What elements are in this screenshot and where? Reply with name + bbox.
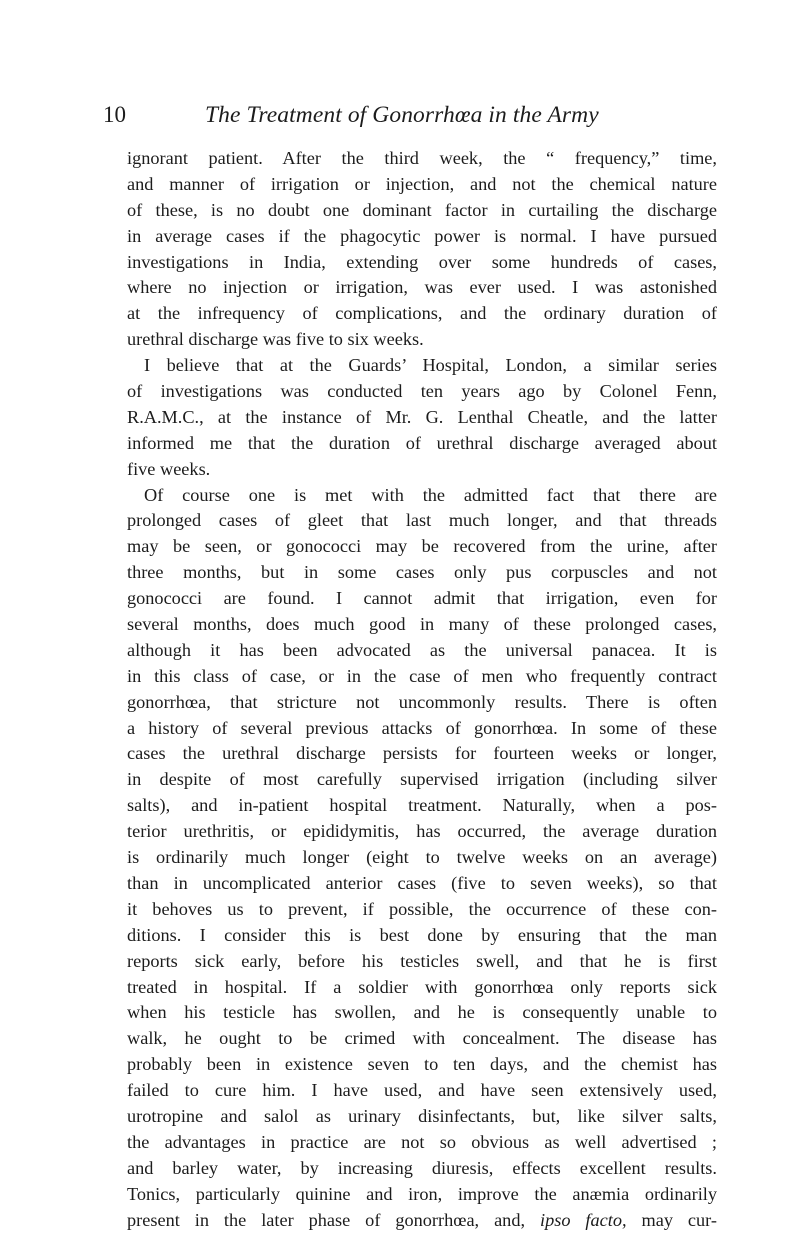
text-line: at the infrequency of complications, and the ordinary duration of bbox=[127, 303, 717, 324]
text-line: failed to cure him. I have used, and have seen extensively used, bbox=[127, 1080, 717, 1101]
text-line: ignorant patient. After the third week, the “ frequency,” time, bbox=[127, 148, 717, 168]
text-line: informed me that the duration of urethral discharge averaged about bbox=[127, 432, 717, 453]
text-line: and manner of irrigation or injection, and not the chemical nature bbox=[127, 173, 717, 194]
text-line: prolonged cases of gleet that last much longer, and that threads bbox=[127, 510, 717, 531]
text-line: treated in hospital. If a soldier with gonorrhœa only reports sick bbox=[127, 976, 717, 997]
text-line: several months, does much good in many of these prolonged cases, bbox=[127, 614, 717, 635]
text-line: is ordinarily much longer (eight to twelve weeks on an average) bbox=[127, 847, 717, 868]
text-line: and barley water, by increasing diuresis, effects excellent results. bbox=[127, 1157, 717, 1178]
text-line: it behoves us to prevent, if possible, the occurrence of these con- bbox=[127, 898, 717, 919]
italic-phrase: ipso facto, bbox=[540, 1209, 627, 1230]
paragraph-start-line: I believe that at the Guards’ Hospital, London, a similar series bbox=[144, 355, 717, 376]
text-line: salts), and in-patient hospital treatment. Naturally, when a pos- bbox=[127, 795, 717, 816]
text-line: urethral discharge was five to six weeks. bbox=[127, 329, 424, 350]
text-line: of these, is no doubt one dominant factor in curtailing the discharge bbox=[127, 199, 717, 220]
text-line: where no injection or irrigation, was ever used. I was astonished bbox=[127, 277, 717, 298]
text-line: the advantages in practice are not so obvious as well advertised ; bbox=[127, 1131, 717, 1152]
text-line: five weeks. bbox=[127, 458, 211, 479]
text-line: although it has been advocated as the universal panacea. It is bbox=[127, 639, 717, 660]
text-line: may be seen, or gonococci may be recovered from the urine, after bbox=[127, 536, 717, 557]
text-line: terior urethritis, or epididymitis, has occurred, the average duration bbox=[127, 821, 717, 842]
final-text-line bbox=[127, 1208, 717, 1233]
text-line: ditions. I consider this is best done by ensuring that the man bbox=[127, 924, 717, 945]
text-line: of investigations was conducted ten years ago by Colonel Fenn, bbox=[127, 381, 717, 402]
text-line: gonococci are found. I cannot admit that irrigation, even for bbox=[127, 588, 717, 609]
text-line: R.A.M.C., at the instance of Mr. G. Lenthal Cheatle, and the latter bbox=[127, 406, 717, 427]
paragraph-start-line: Of course one is met with the admitted fact that there are bbox=[144, 484, 717, 505]
text-line: reports sick early, before his testicles swell, and that he is first bbox=[127, 950, 717, 971]
text-line: three months, but in some cases only pus corpuscles and not bbox=[127, 562, 717, 583]
text-line: Tonics, particularly quinine and iron, improve the anæmia ordinarily bbox=[127, 1183, 717, 1204]
text-line: in despite of most carefully supervised irrigation (including silver bbox=[127, 769, 717, 790]
running-head bbox=[103, 100, 723, 130]
text-line: than in uncomplicated anterior cases (five to seven weeks), so that bbox=[127, 872, 717, 893]
text-line: cases the urethral discharge persists for fourteen weeks or longer, bbox=[127, 743, 717, 764]
text-line: gonorrhœa, that stricture not uncommonly results. There is often bbox=[127, 691, 717, 712]
text-line: in this class of case, or in the case of men who frequently contract bbox=[127, 665, 717, 686]
text-line: urotropine and salol as urinary disinfectants, but, like silver salts, bbox=[127, 1105, 717, 1126]
text-line: when his testicle has swollen, and he is consequently unable to bbox=[127, 1002, 717, 1023]
text-line: probably been in existence seven to ten days, and the chemist has bbox=[127, 1054, 717, 1075]
page-number: 10 bbox=[103, 102, 126, 127]
final-line-start: present in the later phase of gonorrhœa, and, bbox=[127, 1209, 526, 1230]
running-title: The Treatment of Gonorrhœa in the Army bbox=[205, 102, 599, 128]
text-line: walk, he ought to be crimed with concealment. The disease has bbox=[127, 1028, 717, 1049]
text-line: a history of several previous attacks of gonorrhœa. In some of these bbox=[127, 717, 717, 738]
text-line: investigations in India, extending over some hundreds of cases, bbox=[127, 251, 717, 272]
body-text bbox=[127, 146, 717, 1233]
final-line-end: may cur- bbox=[641, 1209, 717, 1230]
text-line: in average cases if the phagocytic power is normal. I have pursued bbox=[127, 225, 717, 246]
